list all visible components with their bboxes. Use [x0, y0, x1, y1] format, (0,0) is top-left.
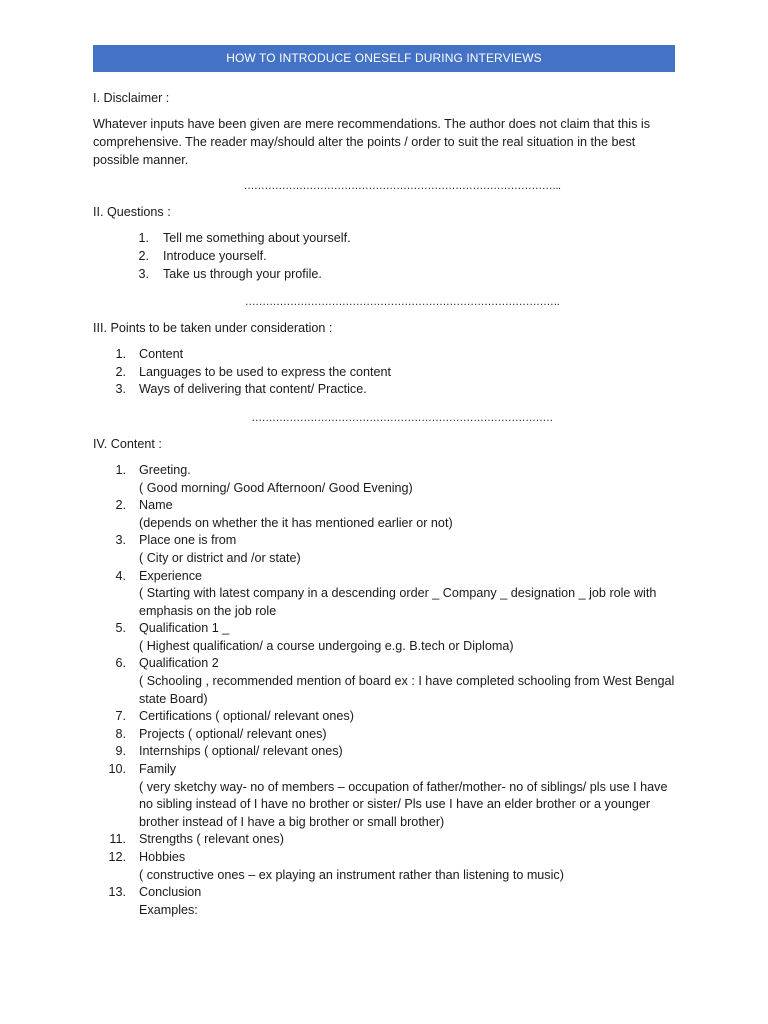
- list-text: Strengths ( relevant ones): [139, 832, 284, 847]
- list-item: [93, 726, 675, 744]
- list-text: Take us through your profile.: [163, 266, 322, 281]
- list-number: 4.: [115, 568, 126, 583]
- list-text: Tell me something about yourself.: [163, 231, 351, 246]
- list-item: [93, 655, 675, 708]
- list-number: 1.: [115, 347, 126, 362]
- list-text: Certifications ( optional/ relevant ones): [139, 709, 354, 724]
- list-item: [93, 849, 675, 884]
- list-item: [93, 532, 675, 567]
- divider: ………………………………………………………………………………..: [243, 180, 561, 193]
- document-page: [93, 45, 675, 919]
- list-item: [93, 381, 675, 399]
- list-number: 11.: [109, 832, 126, 847]
- list-item: [93, 266, 675, 284]
- list-number: 7.: [115, 709, 126, 724]
- list-item: [93, 462, 675, 497]
- list-text: Place one is from: [139, 533, 237, 548]
- document-title: HOW TO INTRODUCE ONESELF DURING INTERVIEWS: [93, 45, 675, 72]
- list-text: Projects ( optional/ relevant ones): [139, 726, 327, 741]
- list-subtext: ( constructive ones – ex playing an instrument rather than listening to music): [139, 867, 564, 882]
- list-text: Conclusion: [139, 885, 202, 900]
- disclaimer-text: Whatever inputs have been given are mere recommendations. The author does not claim that this is comprehensive. The reader may/should alter the points / order to suit the real situation in the best possible manner.: [93, 117, 650, 167]
- list-item: [93, 761, 675, 831]
- list-number: 3.: [115, 382, 126, 397]
- list-subtext: ( Good morning/ Good Afternoon/ Good Evening): [139, 480, 413, 495]
- list-subtext: ( Schooling , recommended mention of board ex : I have completed schooling from West Bengal state Board): [139, 674, 675, 706]
- list-number: 12.: [108, 850, 126, 865]
- list-number: 8.: [115, 726, 126, 741]
- list-item: [93, 568, 675, 621]
- list-text: Hobbies: [139, 850, 186, 865]
- list-subtext: Examples:: [139, 902, 198, 917]
- divider: ……………………………………………………………………………….: [244, 296, 560, 309]
- list-number: 1.: [115, 462, 126, 477]
- list-text: Qualification 1 _: [139, 621, 230, 636]
- list-text: Family: [139, 762, 177, 777]
- list-subtext: ( Highest qualification/ a course undergoing e.g. B.tech or Diploma): [139, 638, 514, 653]
- list-item: [93, 620, 675, 655]
- list-number: 2.: [115, 498, 126, 513]
- disclaimer-heading: I. Disclaimer :: [93, 91, 170, 105]
- points-heading: III. Points to be taken under consideration :: [93, 321, 333, 336]
- list-number: 1.: [138, 231, 149, 246]
- content-heading: IV. Content :: [93, 436, 162, 451]
- content-list: [93, 462, 675, 919]
- list-number: 2.: [138, 248, 149, 263]
- list-item: [93, 497, 675, 532]
- list-text: Greeting.: [139, 462, 191, 477]
- list-text: Qualification 2: [139, 656, 219, 671]
- questions-heading: II. Questions :: [93, 205, 171, 220]
- list-number: 9.: [115, 744, 126, 759]
- list-number: 2.: [115, 364, 126, 379]
- list-text: Internships ( optional/ relevant ones): [139, 744, 343, 759]
- list-item: [93, 884, 675, 919]
- list-subtext: (depends on whether the it has mentioned earlier or not): [139, 515, 453, 530]
- list-item: [93, 230, 675, 248]
- list-number: 13.: [108, 885, 126, 900]
- list-item: [93, 708, 675, 726]
- questions-list: [93, 230, 675, 283]
- list-subtext: ( very sketchy way- no of members – occupation of father/mother- no of siblings/ pls use I have no sibling instead of I have no brother or sister/ Pls use I have an elder brother or a younger brother instead of I have a big brother or small brother): [139, 779, 668, 829]
- list-item: [93, 364, 675, 382]
- list-text: Content: [139, 347, 184, 362]
- list-item: [93, 248, 675, 266]
- list-number: 5.: [115, 621, 126, 636]
- list-number: 6.: [115, 656, 126, 671]
- list-item: [93, 346, 675, 364]
- list-text: Ways of delivering that content/ Practice.: [139, 382, 367, 397]
- list-subtext: ( Starting with latest company in a descending order _ Company _ designation _ job role with emphasis on the job role: [139, 586, 657, 618]
- points-list: [93, 346, 675, 399]
- list-text: Name: [139, 498, 173, 513]
- list-text: Languages to be used to express the content: [139, 364, 392, 379]
- list-item: [93, 831, 675, 849]
- list-text: Experience: [139, 568, 203, 583]
- list-number: 3.: [138, 266, 149, 281]
- list-item: [93, 743, 675, 761]
- list-number: 10.: [108, 762, 126, 777]
- list-subtext: ( City or district and /or state): [139, 550, 301, 565]
- list-text: Introduce yourself.: [163, 248, 267, 263]
- divider: ……………………………………………………………………………: [251, 411, 553, 424]
- list-number: 3.: [115, 533, 126, 548]
